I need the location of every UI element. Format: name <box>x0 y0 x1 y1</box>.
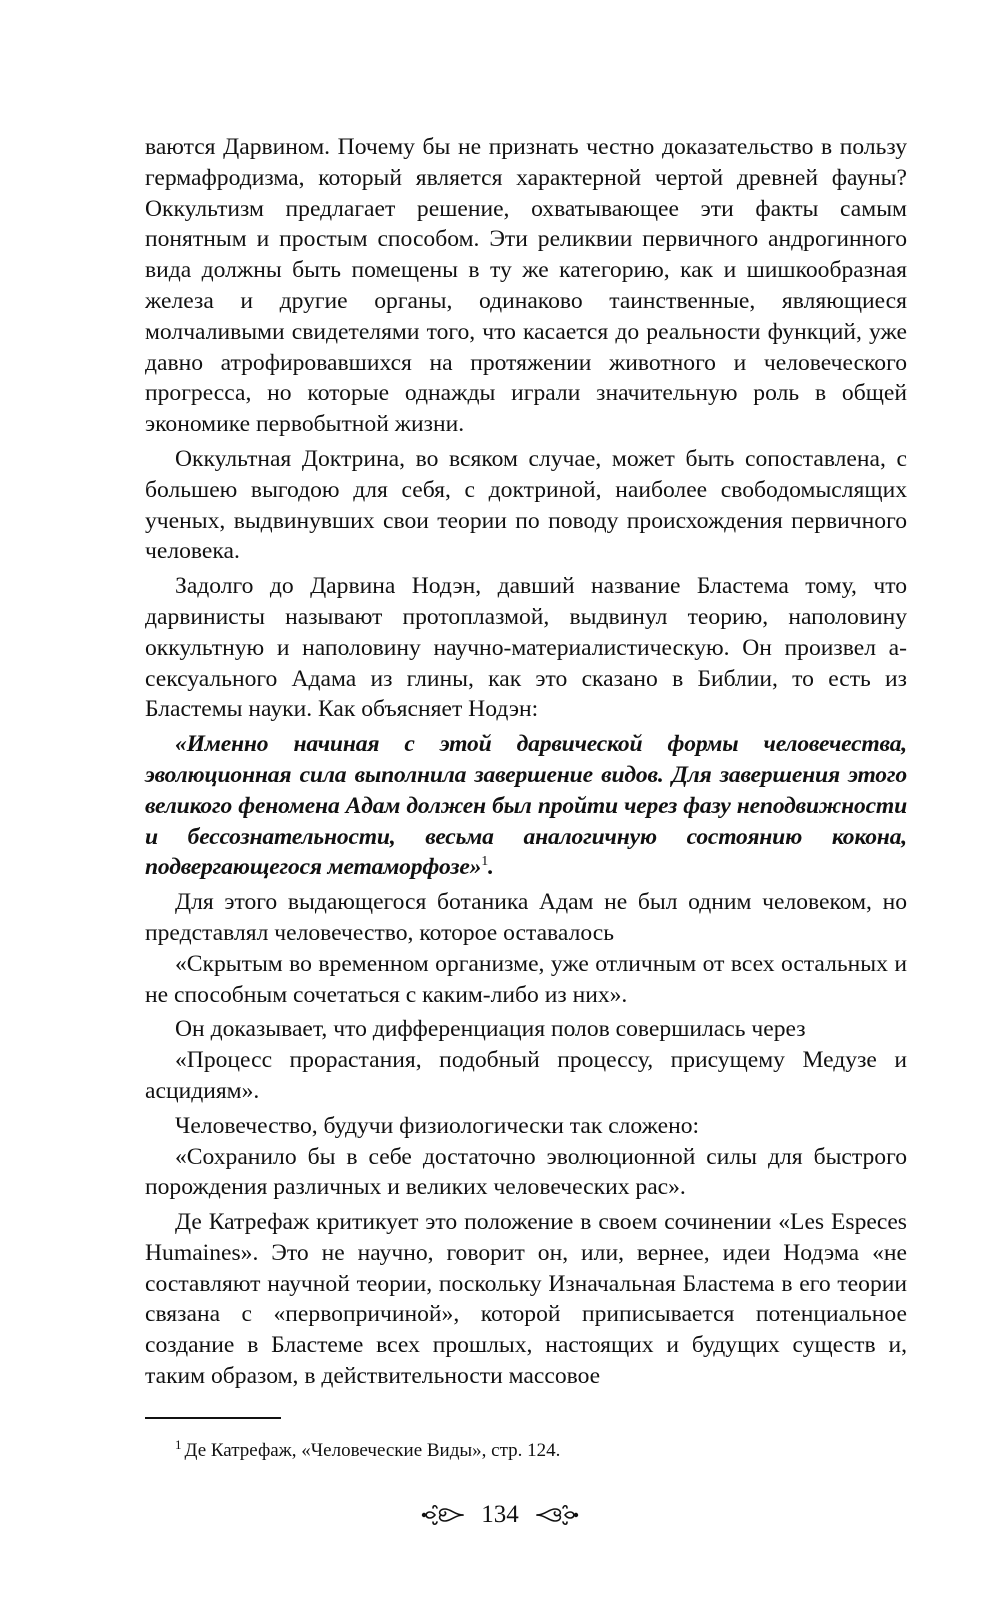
quote-paragraph: «Процесс прорастания, подобный процессу, присущему Медузе и асцидиям». <box>145 1047 907 1104</box>
page-number-block <box>0 1498 1000 1531</box>
paragraph: Он доказывает, что дифференциация полов совершилась через <box>175 1016 806 1043</box>
right-ornament-icon <box>535 1503 579 1527</box>
paragraph: Де Катрефаж критикует это положение в своем сочинении «Les Especes Humaines». Это не научно, говорит он, или, вернее, идеи Нодэма «не составляют научной теории, поскольку Изначальная Бластема в его теории связана с «первопричиной», которой приписывается потенциальное создание в Бластеме всех прошлых, настоящих и будущих существ и, таким образом, в действительности массовое <box>145 1209 907 1390</box>
paragraph: Оккультная Доктрина, во всяком случае, может быть сопоставлена, с большею выгодою для себя, с доктриной, наиболее свободомыслящих ученых, выдвинувших свои теории по поводу происхождения первичного человека. <box>145 445 907 565</box>
left-ornament-icon <box>421 1503 465 1527</box>
quote-paragraph: «Сохранило бы в себе достаточно эволюционной силы для быстрого порождения различных и великих человеческих рас». <box>145 1143 907 1201</box>
footnote-text: Де Катрефаж, «Человеческие Виды», стр. 124. <box>184 1440 561 1461</box>
footnote-ref: 1 <box>481 854 489 870</box>
paragraph: Задолго до Дарвина Нодэн, давший название Бластема тому, что дарвинисты называют протоплазмой, выдвинул теорию, наполовину оккультную и наполовину научно-материалистическую. Он произвел а-сексуального Адама из глины, как это сказано в Библии, то есть из Бластемы науки. Как объясняет Нодэн: <box>145 573 907 723</box>
quote-paragraph: «Скрытым во временном организме, уже отличным от всех остальных и не способным сочетаться с каким-либо из них». <box>145 950 907 1008</box>
footnote-marker: 1 <box>175 1437 182 1452</box>
paragraph: ваются Дарвином. Почему бы не признать честно доказательство в пользу гермафродизма, который является характерной чертой древней фауны? Оккультизм предлагает решение, охватывающее эти факты самым понятным и простым способом. Эти реликвии первичного андрогинного вида должны быть помещены в ту же категорию, как и шишкообразная железа и другие органы, одинаково таинственные, являющиеся молчаливыми свидетелями того, что касается до реальности функций, уже давно атрофировавшихся на протяжении животного и человеческого прогресса, но которые однажды играли значительную роль в общей экономике первобытной жизни. <box>145 134 907 438</box>
quote-paragraph: «Именно начиная с этой дарвической формы человечества, эволюционная сила выполнила завершение видов. Для завершения этого великого феномена Адам должен был пройти через фазу неподвижности и бессознательности, весьма аналогичную состоянию кокона, подвергающегося метаморфозе»$^1$. <box>145 731 907 881</box>
paragraph: Человечество, будучи физиологически так сложено: <box>175 1112 700 1139</box>
paragraph: Для этого выдающегося ботаника Адам не был одним человеком, но представлял человечество, которое оставалось <box>145 889 907 946</box>
quote-text: «Именно начиная с этой дарвической формы человечества, эволюционная сила выполнила завершение видов. Для завершения этого великого феномена Адам должен был пройти через фазу неподвижности и бессознательности, весьма аналогичную состоянию кокона, подвергающегося метаморфозе» <box>145 731 907 881</box>
body-text <box>145 132 907 1392</box>
footnote <box>175 1439 895 1463</box>
page-number: 134 <box>481 1501 519 1529</box>
footnote-divider <box>145 1417 281 1419</box>
